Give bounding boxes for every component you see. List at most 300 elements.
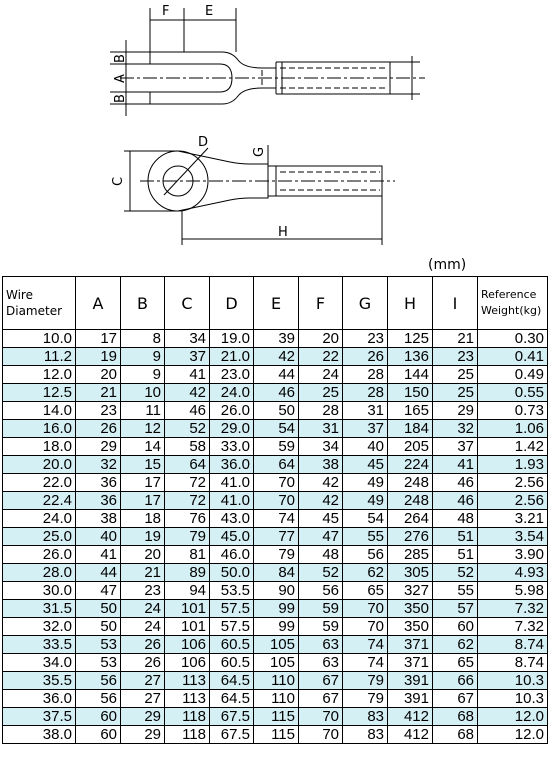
table-cell: 17 — [121, 492, 165, 510]
table-cell: 105 — [254, 636, 299, 654]
table-cell: 36 — [76, 474, 121, 492]
table-cell: 44 — [76, 564, 121, 582]
table-cell: 79 — [343, 672, 388, 690]
table-cell: 60 — [433, 618, 478, 636]
header-D: D — [210, 277, 254, 330]
table-cell: 34 — [299, 438, 343, 456]
table-cell: 106 — [165, 636, 210, 654]
table-cell: 110 — [254, 690, 299, 708]
table-cell: 412 — [388, 708, 433, 726]
table-cell: 21 — [433, 330, 478, 348]
table-cell: 39 — [254, 330, 299, 348]
table-cell: 101 — [165, 618, 210, 636]
table-cell: 27 — [121, 672, 165, 690]
table-cell: 70 — [299, 726, 343, 744]
header-H: H — [388, 277, 433, 330]
table-cell: 63 — [299, 636, 343, 654]
table-cell: 59 — [299, 618, 343, 636]
table-cell: 58 — [165, 438, 210, 456]
label-H: H — [278, 225, 288, 240]
table-cell: 72 — [165, 474, 210, 492]
table-cell: 25 — [433, 366, 478, 384]
table-cell: 1.93 — [478, 456, 548, 474]
table-cell: 79 — [165, 528, 210, 546]
table-cell: 26.0 — [3, 546, 76, 564]
spec-table — [2, 276, 548, 744]
table-row — [3, 546, 548, 564]
table-cell: 17 — [121, 474, 165, 492]
table-cell: 67.5 — [210, 708, 254, 726]
label-C: C — [111, 176, 126, 186]
table-cell: 115 — [254, 708, 299, 726]
table-cell: 64.5 — [210, 690, 254, 708]
label-G: G — [252, 146, 267, 157]
header-F: F — [299, 277, 343, 330]
table-cell: 12.0 — [3, 366, 76, 384]
label-B-upper: B — [113, 54, 128, 63]
table-cell: 52 — [165, 420, 210, 438]
table-cell: 17 — [76, 330, 121, 348]
header-C: C — [165, 277, 210, 330]
table-cell: 25 — [299, 384, 343, 402]
table-cell: 23 — [121, 582, 165, 600]
table-row — [3, 618, 548, 636]
table-cell: 47 — [299, 528, 343, 546]
table-cell: 29 — [76, 438, 121, 456]
table-cell: 31 — [343, 402, 388, 420]
top-view — [110, 8, 420, 116]
table-cell: 90 — [254, 582, 299, 600]
table-cell: 40 — [76, 528, 121, 546]
table-cell: 10.3 — [478, 672, 548, 690]
table-cell: 48 — [433, 510, 478, 528]
table-cell: 412 — [388, 726, 433, 744]
table-cell: 0.73 — [478, 402, 548, 420]
table-cell: 42 — [299, 474, 343, 492]
table-cell: 38 — [299, 456, 343, 474]
table-cell: 0.41 — [478, 348, 548, 366]
table-cell: 56 — [76, 672, 121, 690]
table-cell: 12.0 — [478, 708, 548, 726]
table-cell: 8.74 — [478, 636, 548, 654]
table-cell: 28 — [343, 366, 388, 384]
table-cell: 7.32 — [478, 600, 548, 618]
label-B-lower: B — [113, 94, 128, 103]
table-row — [3, 690, 548, 708]
table-cell: 31.5 — [3, 600, 76, 618]
table-cell: 391 — [388, 672, 433, 690]
table-cell: 60.5 — [210, 654, 254, 672]
header-I: I — [433, 277, 478, 330]
table-cell: 50.0 — [210, 564, 254, 582]
table-cell: 3.54 — [478, 528, 548, 546]
table-cell: 46 — [433, 492, 478, 510]
table-cell: 19 — [121, 528, 165, 546]
table-cell: 4.93 — [478, 564, 548, 582]
table-cell: 42 — [299, 492, 343, 510]
table-cell: 64 — [254, 456, 299, 474]
table-cell: 165 — [388, 402, 433, 420]
table-cell: 9 — [121, 348, 165, 366]
table-cell: 23 — [343, 330, 388, 348]
table-cell: 46 — [433, 474, 478, 492]
table-cell: 27 — [121, 690, 165, 708]
table-cell: 136 — [388, 348, 433, 366]
table-cell: 125 — [388, 330, 433, 348]
table-cell: 1.06 — [478, 420, 548, 438]
table-cell: 24 — [299, 366, 343, 384]
table-cell: 35.5 — [3, 672, 76, 690]
table-cell: 51 — [433, 528, 478, 546]
table-cell: 53 — [76, 654, 121, 672]
table-cell: 3.21 — [478, 510, 548, 528]
table-cell: 12 — [121, 420, 165, 438]
table-row — [3, 420, 548, 438]
table-cell: 36.0 — [3, 690, 76, 708]
table-cell: 327 — [388, 582, 433, 600]
table-cell: 33.0 — [210, 438, 254, 456]
table-cell: 54 — [343, 510, 388, 528]
table-cell: 34 — [165, 330, 210, 348]
side-view — [124, 145, 382, 245]
table-cell: 40 — [343, 438, 388, 456]
table-cell: 37.5 — [3, 708, 76, 726]
table-cell: 101 — [165, 600, 210, 618]
table-cell: 20 — [299, 330, 343, 348]
table-cell: 184 — [388, 420, 433, 438]
table-cell: 49 — [343, 492, 388, 510]
table-row — [3, 636, 548, 654]
table-cell: 56 — [343, 546, 388, 564]
table-cell: 24.0 — [3, 510, 76, 528]
table-cell: 5.98 — [478, 582, 548, 600]
table-cell: 26 — [121, 636, 165, 654]
table-cell: 11.2 — [3, 348, 76, 366]
table-cell: 99 — [254, 618, 299, 636]
table-row — [3, 510, 548, 528]
table-row — [3, 600, 548, 618]
table-cell: 70 — [254, 474, 299, 492]
fitting-technical-drawing — [0, 0, 550, 262]
table-cell: 2.56 — [478, 474, 548, 492]
table-cell: 46.0 — [210, 546, 254, 564]
table-row — [3, 456, 548, 474]
table-cell: 43.0 — [210, 510, 254, 528]
table-cell: 276 — [388, 528, 433, 546]
table-cell: 12.0 — [478, 726, 548, 744]
table-row — [3, 582, 548, 600]
table-cell: 50 — [76, 600, 121, 618]
table-cell: 8 — [121, 330, 165, 348]
table-cell: 36.0 — [210, 456, 254, 474]
header-E: E — [254, 277, 299, 330]
table-cell: 10 — [121, 384, 165, 402]
table-row — [3, 654, 548, 672]
table-cell: 25 — [433, 384, 478, 402]
table-cell: 83 — [343, 708, 388, 726]
table-cell: 72 — [165, 492, 210, 510]
table-cell: 77 — [254, 528, 299, 546]
table-cell: 30.0 — [3, 582, 76, 600]
table-row — [3, 564, 548, 582]
table-cell: 285 — [388, 546, 433, 564]
table-cell: 28.0 — [3, 564, 76, 582]
table-cell: 32.0 — [3, 618, 76, 636]
header-reference-weight: Reference Weight(kg) — [478, 277, 548, 330]
table-cell: 0.55 — [478, 384, 548, 402]
table-cell: 70 — [299, 708, 343, 726]
table-cell: 34.0 — [3, 654, 76, 672]
table-cell: 33.5 — [3, 636, 76, 654]
table-cell: 47 — [76, 582, 121, 600]
table-cell: 20 — [76, 366, 121, 384]
table-cell: 83 — [343, 726, 388, 744]
table-cell: 37 — [165, 348, 210, 366]
table-cell: 50 — [76, 618, 121, 636]
table-cell: 60 — [76, 726, 121, 744]
table-cell: 25.0 — [3, 528, 76, 546]
table-cell: 28 — [343, 384, 388, 402]
table-row — [3, 384, 548, 402]
table-cell: 48 — [299, 546, 343, 564]
table-cell: 248 — [388, 474, 433, 492]
table-cell: 106 — [165, 654, 210, 672]
table-cell: 113 — [165, 672, 210, 690]
header-A: A — [76, 277, 121, 330]
table-cell: 2.56 — [478, 492, 548, 510]
table-cell: 38.0 — [3, 726, 76, 744]
table-row — [3, 528, 548, 546]
table-cell: 56 — [299, 582, 343, 600]
table-cell: 84 — [254, 564, 299, 582]
table-cell: 50 — [254, 402, 299, 420]
table-cell: 21 — [121, 564, 165, 582]
table-cell: 118 — [165, 726, 210, 744]
table-cell: 66 — [433, 672, 478, 690]
table-cell: 26 — [121, 654, 165, 672]
table-cell: 22 — [299, 348, 343, 366]
table-cell: 12.5 — [3, 384, 76, 402]
table-cell: 42 — [254, 348, 299, 366]
table-cell: 10.3 — [478, 690, 548, 708]
table-cell: 67 — [433, 690, 478, 708]
table-cell: 63 — [299, 654, 343, 672]
table-cell: 53 — [76, 636, 121, 654]
table-cell: 74 — [343, 636, 388, 654]
table-cell: 70 — [343, 600, 388, 618]
table-cell: 37 — [433, 438, 478, 456]
table-row — [3, 726, 548, 744]
table-header-row — [3, 277, 548, 330]
table-cell: 53.5 — [210, 582, 254, 600]
table-cell: 55 — [343, 528, 388, 546]
header-B: B — [121, 277, 165, 330]
label-D: D — [198, 135, 209, 150]
table-cell: 23.0 — [210, 366, 254, 384]
table-row — [3, 438, 548, 456]
table-cell: 79 — [254, 546, 299, 564]
table-cell: 59 — [254, 438, 299, 456]
table-cell: 10.0 — [3, 330, 76, 348]
table-cell: 64 — [165, 456, 210, 474]
header-G: G — [343, 277, 388, 330]
table-cell: 26 — [343, 348, 388, 366]
label-E: E — [205, 4, 214, 19]
table-cell: 14.0 — [3, 402, 76, 420]
table-row — [3, 366, 548, 384]
table-cell: 264 — [388, 510, 433, 528]
table-cell: 24 — [121, 600, 165, 618]
table-cell: 391 — [388, 690, 433, 708]
table-cell: 57.5 — [210, 618, 254, 636]
table-cell: 65 — [343, 582, 388, 600]
table-cell: 7.32 — [478, 618, 548, 636]
table-cell: 62 — [343, 564, 388, 582]
table-cell: 11 — [121, 402, 165, 420]
table-cell: 44 — [254, 366, 299, 384]
table-cell: 29 — [121, 726, 165, 744]
table-cell: 22.0 — [3, 474, 76, 492]
table-cell: 57.5 — [210, 600, 254, 618]
table-cell: 65 — [433, 654, 478, 672]
table-cell: 59 — [299, 600, 343, 618]
table-cell: 205 — [388, 438, 433, 456]
table-cell: 31 — [299, 420, 343, 438]
table-cell: 8.74 — [478, 654, 548, 672]
table-cell: 45 — [299, 510, 343, 528]
table-cell: 224 — [388, 456, 433, 474]
label-A: A — [113, 74, 128, 83]
table-cell: 60.5 — [210, 636, 254, 654]
table-row — [3, 402, 548, 420]
table-cell: 18.0 — [3, 438, 76, 456]
table-cell: 24.0 — [210, 384, 254, 402]
table-cell: 36 — [76, 492, 121, 510]
table-cell: 14 — [121, 438, 165, 456]
table-cell: 41.0 — [210, 492, 254, 510]
table-cell: 3.90 — [478, 546, 548, 564]
table-cell: 9 — [121, 366, 165, 384]
label-F: F — [162, 4, 170, 19]
table-cell: 70 — [343, 618, 388, 636]
unit-label: (mm) — [428, 257, 467, 273]
table-cell: 57 — [433, 600, 478, 618]
table-cell: 350 — [388, 600, 433, 618]
table-cell: 115 — [254, 726, 299, 744]
table-cell: 21.0 — [210, 348, 254, 366]
table-cell: 26 — [76, 420, 121, 438]
table-cell: 37 — [343, 420, 388, 438]
table-cell: 54 — [254, 420, 299, 438]
table-cell: 45.0 — [210, 528, 254, 546]
table-cell: 79 — [343, 690, 388, 708]
table-cell: 248 — [388, 492, 433, 510]
table-cell: 0.49 — [478, 366, 548, 384]
table-cell: 52 — [433, 564, 478, 582]
table-row — [3, 672, 548, 690]
table-cell: 70 — [254, 492, 299, 510]
table-cell: 24 — [121, 618, 165, 636]
table-cell: 55 — [433, 582, 478, 600]
table-cell: 26.0 — [210, 402, 254, 420]
table-cell: 150 — [388, 384, 433, 402]
table-cell: 29.0 — [210, 420, 254, 438]
table-cell: 99 — [254, 600, 299, 618]
table-cell: 20 — [121, 546, 165, 564]
table-cell: 23 — [433, 348, 478, 366]
table-cell: 46 — [165, 402, 210, 420]
table-cell: 68 — [433, 726, 478, 744]
table-cell: 105 — [254, 654, 299, 672]
table-cell: 18 — [121, 510, 165, 528]
table-cell: 46 — [254, 384, 299, 402]
table-cell: 118 — [165, 708, 210, 726]
table-cell: 41 — [433, 456, 478, 474]
table-cell: 41.0 — [210, 474, 254, 492]
table-cell: 67.5 — [210, 726, 254, 744]
table-cell: 0.30 — [478, 330, 548, 348]
table-cell: 64.5 — [210, 672, 254, 690]
table-row — [3, 708, 548, 726]
table-cell: 16.0 — [3, 420, 76, 438]
table-cell: 29 — [121, 708, 165, 726]
table-cell: 21 — [76, 384, 121, 402]
table-cell: 110 — [254, 672, 299, 690]
table-cell: 52 — [299, 564, 343, 582]
table-cell: 1.42 — [478, 438, 548, 456]
table-cell: 94 — [165, 582, 210, 600]
table-cell: 371 — [388, 636, 433, 654]
table-cell: 20.0 — [3, 456, 76, 474]
table-cell: 41 — [165, 366, 210, 384]
table-cell: 62 — [433, 636, 478, 654]
table-cell: 32 — [76, 456, 121, 474]
table-cell: 41 — [76, 546, 121, 564]
table-cell: 42 — [165, 384, 210, 402]
table-cell: 350 — [388, 618, 433, 636]
table-cell: 28 — [299, 402, 343, 420]
table-cell: 81 — [165, 546, 210, 564]
table-cell: 19 — [76, 348, 121, 366]
table-cell: 74 — [343, 654, 388, 672]
table-cell: 15 — [121, 456, 165, 474]
header-wire-diameter: Wire Diameter — [3, 277, 76, 330]
table-cell: 371 — [388, 654, 433, 672]
table-cell: 67 — [299, 672, 343, 690]
table-cell: 68 — [433, 708, 478, 726]
table-cell: 76 — [165, 510, 210, 528]
table-row — [3, 330, 548, 348]
table-cell: 305 — [388, 564, 433, 582]
table-cell: 29 — [433, 402, 478, 420]
table-cell: 89 — [165, 564, 210, 582]
table-cell: 67 — [299, 690, 343, 708]
table-cell: 45 — [343, 456, 388, 474]
table-cell: 74 — [254, 510, 299, 528]
table-row — [3, 492, 548, 510]
table-body — [3, 330, 548, 744]
table-cell: 49 — [343, 474, 388, 492]
table-cell: 22.4 — [3, 492, 76, 510]
table-cell: 51 — [433, 546, 478, 564]
table-cell: 56 — [76, 690, 121, 708]
table-cell: 113 — [165, 690, 210, 708]
table-cell: 32 — [433, 420, 478, 438]
table-row — [3, 474, 548, 492]
table-cell: 23 — [76, 402, 121, 420]
table-cell: 19.0 — [210, 330, 254, 348]
table-row — [3, 348, 548, 366]
